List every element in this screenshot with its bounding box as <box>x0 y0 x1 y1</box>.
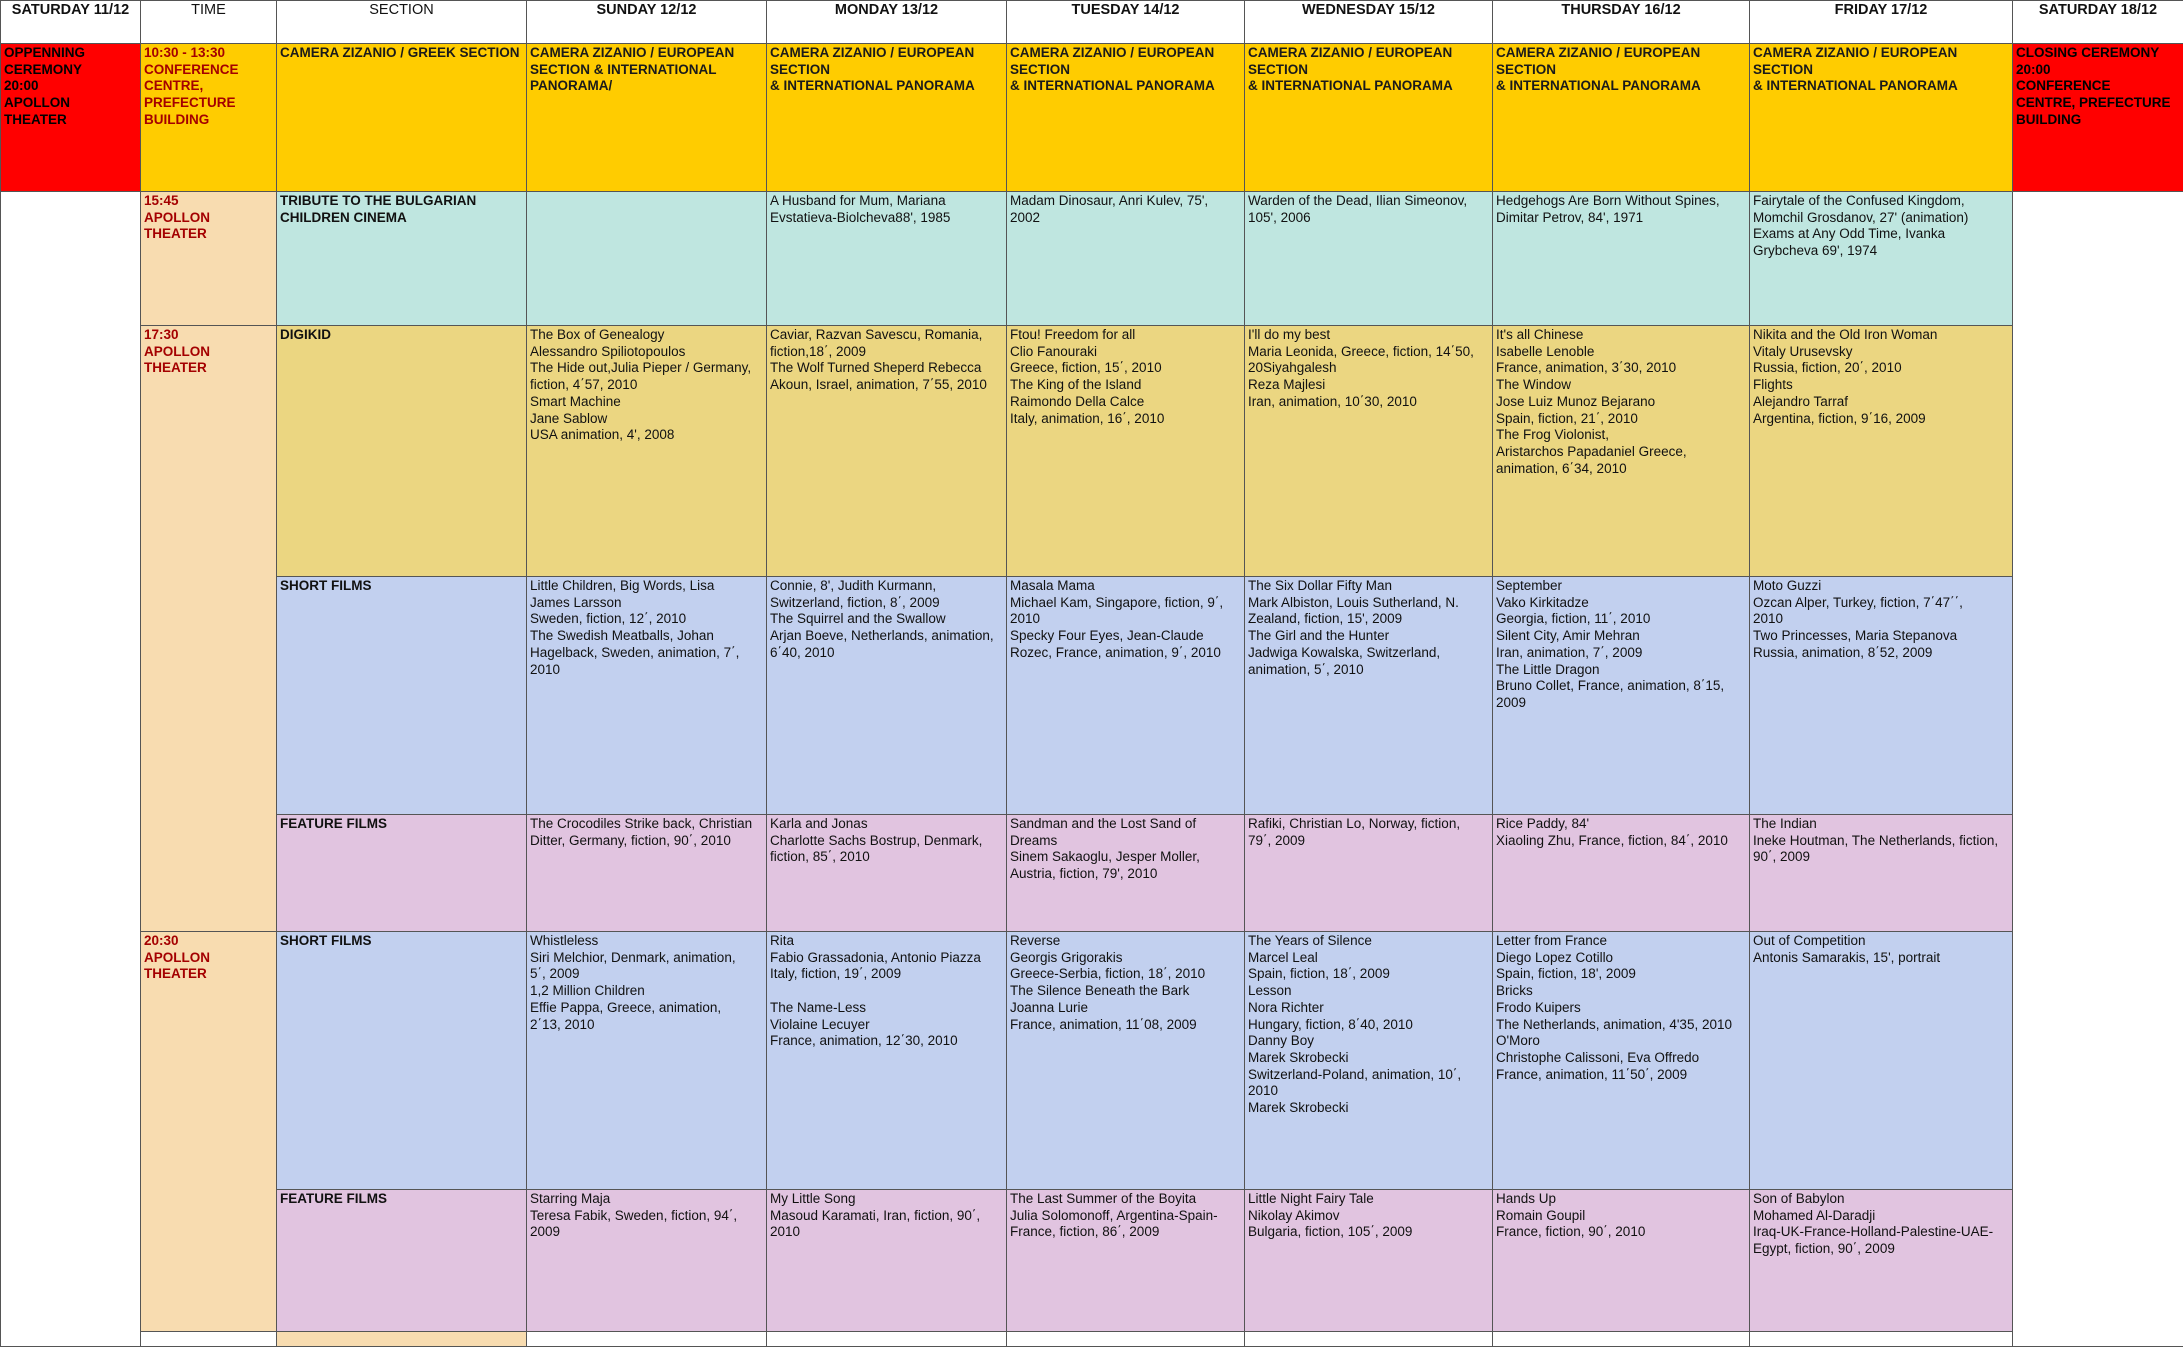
program-cell: Little Children, Big Words, Lisa James Larsson Sweden, fiction, 12΄, 2010 The Swedish Meatballs, Johan Hagelback, Sweden, animation, 7΄, 2010 <box>527 577 767 815</box>
header-friday: FRIDAY 17/12 <box>1750 1 2013 44</box>
feature-films-row-1 <box>1 815 2183 932</box>
time-cell-1545: 15:45 APOLLON THEATER <box>141 192 277 326</box>
program-cell: CAMERA ZIZANIO / EUROPEAN SECTION & INTERNATIONAL PANORAMA <box>767 44 1007 192</box>
program-cell: The Crocodiles Strike back, Christian Ditter, Germany, fiction, 90΄, 2010 <box>527 815 767 932</box>
tribute-row <box>1 192 2183 326</box>
program-cell: Hands Up Romain Goupil France, fiction, 90΄, 2010 <box>1493 1190 1750 1332</box>
program-cell: Sandman and the Lost Sand of Dreams Sinem Sakaoglu, Jesper Moller, Austria, fiction, 79', 2010 <box>1007 815 1245 932</box>
opening-ceremony-cell: OPPENNING CEREMONY 20:00 APOLLON THEATER <box>1 44 141 192</box>
time-cell-morning: 10:30 - 13:30 CONFERENCE CENTRE, PREFECTURE BUILDING <box>141 44 277 192</box>
program-cell: Fairytale of the Confused Kingdom, Momchil Grosdanov, 27' (animation) Exams at Any Odd Time, Ivanka Grybcheva 69', 1974 <box>1750 192 2013 326</box>
program-cell: CAMERA ZIZANIO / EUROPEAN SECTION & INTERNATIONAL PANORAMA <box>1750 44 2013 192</box>
program-cell: A Husband for Mum, Mariana Evstatieva-Biolcheva88', 1985 <box>767 192 1007 326</box>
header-tuesday: TUESDAY 14/12 <box>1007 1 1245 44</box>
empty-cell <box>767 1332 1007 1347</box>
program-cell: Karla and Jonas Charlotte Sachs Bostrup, Denmark, fiction, 85΄, 2010 <box>767 815 1007 932</box>
header-saturday-18: SATURDAY 18/12 <box>2013 1 2183 44</box>
program-cell: Ftou! Freedom for all Clio Fanouraki Greece, fiction, 15΄, 2010 The King of the Island Raimondo Della Calce Italy, animation, 16΄, 2010 <box>1007 326 1245 577</box>
program-cell: Connie, 8', Judith Kurmann, Switzerland, fiction, 8΄, 2009 The Squirrel and the Swallow Arjan Boeve, Netherlands, animation, 6΄40, 2010 <box>767 577 1007 815</box>
program-cell: The Last Summer of the Boyita Julia Solomonoff, Argentina-Spain- France, fiction, 86΄, 2009 <box>1007 1190 1245 1332</box>
program-cell: Whistleless Siri Melchior, Denmark, animation, 5΄, 2009 1,2 Million Children Effie Pappa, Greece, animation, 2΄13, 2010 <box>527 932 767 1190</box>
program-cell: Rice Paddy, 84' Xiaoling Zhu, France, fiction, 84΄, 2010 <box>1493 815 1750 932</box>
program-cell: Moto Guzzi Ozcan Alper, Turkey, fiction, 7΄47΄΄, 2010 Two Princesses, Maria Stepanova Russia, animation, 8΄52, 2009 <box>1750 577 2013 815</box>
section-tribute-bulgarian: TRIBUTE TO THE BULGARIAN CHILDREN CINEMA <box>277 192 527 326</box>
program-cell: Madam Dinosaur, Anri Kulev, 75', 2002 <box>1007 192 1245 326</box>
program-cell: Reverse Georgis Grigorakis Greece-Serbia, fiction, 18΄, 2010 The Silence Beneath the Bark Joanna Lurie France, animation, 11΄08, 2009 <box>1007 932 1245 1190</box>
section-feature-films: FEATURE FILMS <box>277 1190 527 1332</box>
closing-ceremony-cell: CLOSING CEREMONY 20:00 CONFERENCE CENTRE, PREFECTURE BUILDING <box>2013 44 2183 192</box>
program-cell: September Vako Kirkitadze Georgia, fiction, 11΄, 2010 Silent City, Amir Mehran Iran, animation, 7΄, 2009 The Little Dragon Bruno Collet, France, animation, 8΄15, 2009 <box>1493 577 1750 815</box>
empty-cell <box>277 1332 527 1347</box>
program-cell: CAMERA ZIZANIO / EUROPEAN SECTION & INTERNATIONAL PANORAMA <box>1245 44 1493 192</box>
empty-cell <box>1245 1332 1493 1347</box>
program-cell: Warden of the Dead, Ilian Simeonov, 105', 2006 <box>1245 192 1493 326</box>
feature-films-row-2 <box>1 1190 2183 1332</box>
program-cell: It's all Chinese Isabelle Lenoble France, animation, 3΄30, 2010 The Window Jose Luiz Munoz Bejarano Spain, fiction, 21΄, 2010 The Frog Violonist, Aristarchos Papadaniel Greece, animation, 6΄34, 2010 <box>1493 326 1750 577</box>
camera-zizanio-row <box>1 44 2183 192</box>
empty-cell <box>1750 1332 2013 1347</box>
trailing-empty-row <box>1 1332 2183 1347</box>
program-cell: The Indian Ineke Houtman, The Netherlands, fiction, 90΄, 2009 <box>1750 815 2013 932</box>
program-cell: Out of Competition Antonis Samarakis, 15', portrait <box>1750 932 2013 1190</box>
program-cell: Little Night Fairy Tale Nikolay Akimov Bulgaria, fiction, 105΄, 2009 <box>1245 1190 1493 1332</box>
program-cell: CAMERA ZIZANIO / EUROPEAN SECTION & INTERNATIONAL PANORAMA <box>1493 44 1750 192</box>
time-cell-1730: 17:30 APOLLON THEATER <box>141 326 277 932</box>
empty-cell <box>527 1332 767 1347</box>
program-cell: Son of Babylon Mohamed Al-Daradji Iraq-UK-France-Holland-Palestine-UAE- Egypt, fiction, 90΄, 2009 <box>1750 1190 2013 1332</box>
section-short-films: SHORT FILMS <box>277 932 527 1190</box>
program-cell: Starring Maja Teresa Fabik, Sweden, fiction, 94΄, 2009 <box>527 1190 767 1332</box>
program-cell: I'll do my best Maria Leonida, Greece, fiction, 14΄50, 20Siyahgalesh Reza Majlesi Iran, animation, 10΄30, 2010 <box>1245 326 1493 577</box>
program-cell: CAMERA ZIZANIO / EUROPEAN SECTION & INTERNATIONAL PANORAMA/ <box>527 44 767 192</box>
empty-cell <box>1493 1332 1750 1347</box>
header-section: SECTION <box>277 1 527 44</box>
header-monday: MONDAY 13/12 <box>767 1 1007 44</box>
digikid-row <box>1 326 2183 577</box>
program-cell: Rita Fabio Grassadonia, Antonio Piazza Italy, fiction, 19΄, 2009 The Name-Less Violaine Lecuyer France, animation, 12΄30, 2010 <box>767 932 1007 1190</box>
header-wednesday: WEDNESDAY 15/12 <box>1245 1 1493 44</box>
header-time: TIME <box>141 1 277 44</box>
program-cell: CAMERA ZIZANIO / EUROPEAN SECTION & INTERNATIONAL PANORAMA <box>1007 44 1245 192</box>
program-cell: Nikita and the Old Iron Woman Vitaly Urusevsky Russia, fiction, 20΄, 2010 Flights Alejandro Tarraf Argentina, fiction, 9΄16, 2009 <box>1750 326 2013 577</box>
short-films-row-2 <box>1 932 2183 1190</box>
program-cell <box>527 192 767 326</box>
program-cell: Masala Mama Michael Kam, Singapore, fiction, 9΄, 2010 Specky Four Eyes, Jean-Claude Rozec, France, animation, 9΄, 2010 <box>1007 577 1245 815</box>
empty-saturday-column <box>2013 192 2183 1347</box>
empty-cell <box>141 1332 277 1347</box>
program-cell: Hedgehogs Are Born Without Spines, Dimitar Petrov, 84', 1971 <box>1493 192 1750 326</box>
header-sunday: SUNDAY 12/12 <box>527 1 767 44</box>
section-short-films: SHORT FILMS <box>277 577 527 815</box>
header-saturday-11: SATURDAY 11/12 <box>1 1 141 44</box>
header-row <box>1 1 2183 44</box>
short-films-row-1 <box>1 577 2183 815</box>
empty-saturday-column <box>1 192 141 1347</box>
empty-cell <box>1007 1332 1245 1347</box>
section-digikid: DIGIKID <box>277 326 527 577</box>
section-camera-zizanio: CAMERA ZIZANIO / GREEK SECTION <box>277 44 527 192</box>
program-cell: The Years of Silence Marcel Leal Spain, fiction, 18΄, 2009 Lesson Nora Richter Hungary, fiction, 8΄40, 2010 Danny Boy Marek Skrobecki Switzerland-Poland, animation, 10΄, 2010 Marek Skrobecki <box>1245 932 1493 1190</box>
program-cell: The Box of Genealogy Alessandro Spiliotopoulos The Hide out,Julia Pieper / Germany, fiction, 4΄57, 2010 Smart Machine Jane Sablow USA animation, 4', 2008 <box>527 326 767 577</box>
program-cell: Letter from France Diego Lopez Cotillo Spain, fiction, 18', 2009 Bricks Frodo Kuipers The Netherlands, animation, 4'35, 2010 O'Moro Christophe Calissoni, Eva Offredo France, animation, 11΄50΄, 2009 <box>1493 932 1750 1190</box>
header-thursday: THURSDAY 16/12 <box>1493 1 1750 44</box>
program-cell: My Little Song Masoud Karamati, Iran, fiction, 90΄, 2010 <box>767 1190 1007 1332</box>
program-cell: Caviar, Razvan Savescu, Romania, fiction,18΄, 2009 The Wolf Turned Sheperd Rebecca Akoun, Israel, animation, 7΄55, 2010 <box>767 326 1007 577</box>
program-cell: The Six Dollar Fifty Man Mark Albiston, Louis Sutherland, N. Zealand, fiction, 15', 2009 The Girl and the Hunter Jadwiga Kowalska, Switzerland, animation, 5΄, 2010 <box>1245 577 1493 815</box>
time-cell-2030: 20:30 APOLLON THEATER <box>141 932 277 1332</box>
section-feature-films: FEATURE FILMS <box>277 815 527 932</box>
program-cell: Rafiki, Christian Lo, Norway, fiction, 79΄, 2009 <box>1245 815 1493 932</box>
